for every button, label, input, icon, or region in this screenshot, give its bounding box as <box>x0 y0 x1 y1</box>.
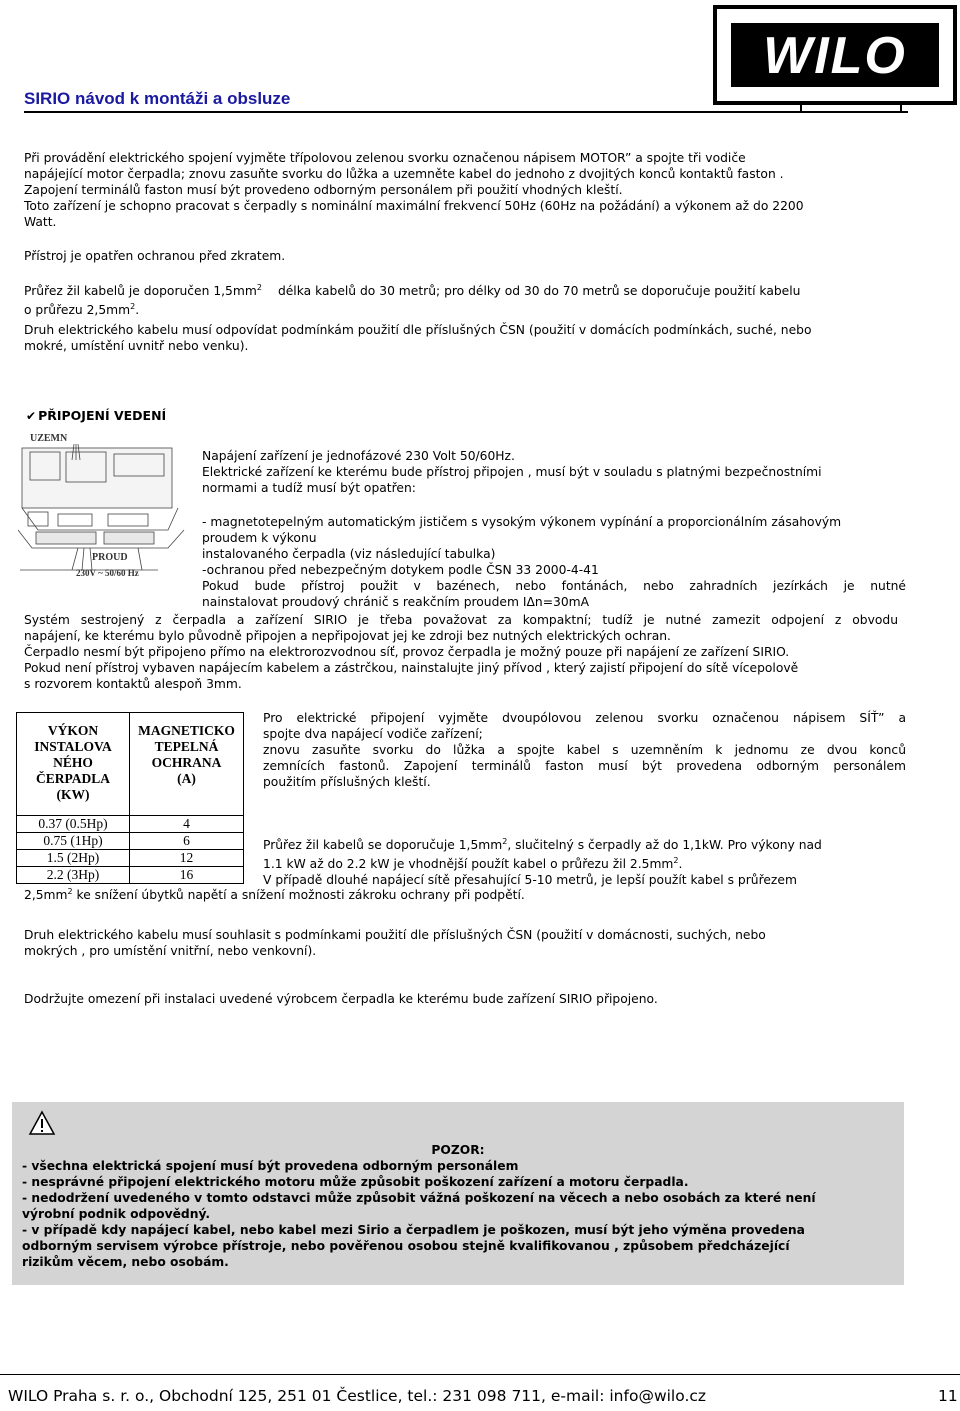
superscript: 2 <box>673 856 679 866</box>
table-cell: 4 <box>130 816 244 833</box>
text-run: Průřez žil kabelů je doporučen 1,5mm <box>24 284 257 299</box>
table-row <box>17 833 244 850</box>
protection-table <box>16 712 244 884</box>
text-line: nainstalovat proudový chránič s reakčním proudem IΔn=30mA <box>202 595 590 609</box>
cable-section-paragraph <box>263 834 906 888</box>
text-run: . <box>678 857 683 872</box>
text-line: Čerpadlo nesmí být připojeno přímo na elektrorozvodnou síť, provoz čerpadla je možný pouze při napájení ze zařízení SIRIO. <box>24 645 790 659</box>
text-line <box>24 280 910 299</box>
table-cell: 2.2 (3Hp) <box>17 867 130 884</box>
limits-paragraph: Dodržujte omezení při instalaci uvedené výrobcem čerpadla ke kterému bude zařízení SIRIO připojeno. <box>24 992 658 1006</box>
footer-divider <box>0 1374 960 1375</box>
supply-requirements <box>202 448 906 496</box>
warning-line: rizikům věcem, nebo osobám. <box>22 1255 229 1269</box>
text-line: normami a tudíž musí být opatřen: <box>202 481 416 495</box>
text-line: Zapojení terminálů faston musí být provedeno odborným personálem při použití vhodných kleští. <box>24 183 623 197</box>
checkmark-icon: ✔ <box>26 409 37 423</box>
table-cell: 1.5 (2Hp) <box>17 850 130 867</box>
intro-paragraph-2 <box>24 198 910 230</box>
warning-line: - nesprávné připojení elektrického motoru může způsobit poškození zařízení a motoru čerpadla. <box>22 1175 689 1189</box>
table-cell: 6 <box>130 833 244 850</box>
table-cell: 0.37 (0.5Hp) <box>17 816 130 833</box>
section-heading <box>26 408 166 424</box>
text-line: napájející motor čerpadla; znovu zasuňte svorku do lůžka a uzemněte kabel do jednoho z dvojitých konců kontaktů faston . <box>24 167 784 181</box>
logo-tick-right <box>900 103 902 113</box>
superscript: 2 <box>502 837 508 846</box>
footer-company: WILO Praha s. r. o., Obchodní 125, 251 01 Čestlice, tel.: 231 098 711, e-mail: info@wilo.cz <box>8 1387 707 1405</box>
cable-type-paragraph <box>24 927 910 959</box>
text-line: znovu zasuňte svorku do lůžka a spojte kabel s uzemněním k jednomu ze dvou konců <box>263 743 906 757</box>
text-line: Pokud není přístroj vybaven napájecím kabelem a zástrčkou, nainstalujte jiný přívod , který zajistí připojení do sítě vícepolově <box>24 661 799 675</box>
text-line: - magnetotepelným automatickým jističem s vysokým výkonem vypínání a proporcionálním zásahovým <box>202 515 842 529</box>
table-row <box>17 850 244 867</box>
wilo-logo <box>713 5 957 105</box>
warning-line: odborným servisem výrobce přístroje, nebo pověřenou osobou stejně kvalifikovanou , způsobem předcházející <box>22 1239 790 1253</box>
text-line: V případě dlouhé napájecí sítě přesahující 5-10 metrů, je lepší použít kabel s průřezem <box>263 873 797 888</box>
intro-paragraph-4 <box>24 280 910 318</box>
warning-box <box>12 1102 904 1285</box>
document-title: SIRIO návod k montáži a obsluze <box>24 89 291 108</box>
logo-background <box>731 23 939 87</box>
superscript: 2 <box>67 887 73 896</box>
intro-paragraph-1 <box>24 150 910 198</box>
text-line: Pokud bude přístroj použit v bazénech, nebo fontánách, nebo zahradních jezírkách je nutné <box>202 579 906 593</box>
table-cell: 0.75 (1Hp) <box>17 833 130 850</box>
text-line: zemnících fastonů. Zapojení terminálů faston musí být provedena odborným personálem <box>263 759 906 773</box>
logo-tick-left <box>800 103 802 113</box>
warning-line: - v případě kdy napájecí kabel, nebo kabel mezi Sirio a čerpadlem je poškozen, musí být jeho výměna provedena <box>22 1223 805 1237</box>
text-run: délka kabelů do 30 metrů; pro délky od 30 do 70 metrů se doporučuje použití kabelu <box>277 284 801 299</box>
logo-text: WILO <box>763 27 907 85</box>
table-row <box>17 816 244 833</box>
text-line: Systém sestrojený z čerpadla a zařízení SIRIO je třeba považovat za kompaktní; tudíž je nutné zamezit odpojení z obvodu <box>24 613 898 627</box>
drawing-label-current: PROUD <box>92 552 128 563</box>
text-line: Watt. <box>24 215 57 229</box>
text-line: proudem k výkonu <box>202 531 317 545</box>
text-run: o průřezu 2,5mm <box>24 303 131 318</box>
system-paragraph <box>24 612 898 692</box>
text-line: mokrých , pro umístění vnitřní, nebo venkovní). <box>24 944 317 958</box>
text-line: Pro elektrické připojení vyjměte dvoupólovou zelenou svorku označenou nápisem SÍŤ” a <box>263 711 906 725</box>
header-divider <box>24 111 908 113</box>
drawing-label-voltage: 230V ~ 50/60 Hz <box>76 568 139 578</box>
section-heading-text: PŘIPOJENÍ VEDENÍ <box>38 408 167 423</box>
warning-line: - všechna elektrická spojení musí být provedena odborným personálem <box>22 1159 519 1173</box>
text-line <box>263 834 906 853</box>
text-line: instalovaného čerpadla (viz následující tabulka) <box>202 547 496 561</box>
text-line: napájení, ke kterému bylo původně připojen a nepřipojovat jej ke zdroji bez nutných elektrických ochran. <box>24 629 671 643</box>
warning-line: výrobní podnik odpovědný. <box>22 1207 211 1221</box>
mains-connection-paragraph <box>263 710 906 790</box>
text-line: Elektrické zařízení ke kterému bude přístroj připojen , musí být v souladu s platnými bezpečnostními <box>202 465 822 479</box>
warning-list <box>22 1158 890 1270</box>
text-line: spojte dva napájecí vodiče zařízení; <box>263 727 483 741</box>
text-run: Průřez žil kabelů se doporučuje 1,5mm <box>263 838 503 853</box>
intro-paragraph-5 <box>24 322 910 354</box>
wiring-drawing <box>18 430 186 580</box>
superscript: 2 <box>130 302 136 312</box>
table-row <box>17 867 244 884</box>
text-line: Při provádění elektrického spojení vyjměte třípolovou zelenou svorku označenou nápisem MOTOR” a spojte tři vodiče <box>24 151 746 165</box>
text-line: Toto zařízení je schopno pracovat s čerpadly s nominální maximální frekvencí 50Hz (60Hz na požádání) a výkonem až do 2200 <box>24 199 804 213</box>
text-run: 1.1 kW až do 2.2 kW je vhodnější použít kabel o průřezu žil 2.5mm <box>263 857 674 872</box>
page-number: 11 <box>938 1387 958 1405</box>
text-line: mokré, umístění uvnitř nebo venku). <box>24 339 249 353</box>
protection-list <box>202 514 906 610</box>
superscript: 2 <box>256 283 262 292</box>
warning-title: POZOR: <box>431 1143 485 1157</box>
text-line: -ochranou před nebezpečným dotykem podle ČSN 33 2000-4-41 <box>202 563 599 577</box>
text-line: použitím příslušných kleští. <box>263 775 431 789</box>
text-run: 2,5mm <box>24 888 68 903</box>
text-run: ke snížení úbytků napětí a snížení možnosti zákroku ochrany při podpětí. <box>72 888 525 903</box>
text-run: , slučitelný s čerpadly až do 1,1kW. Pro výkony nad <box>507 838 822 853</box>
table-cell: 16 <box>130 867 244 884</box>
text-line: Druh elektrického kabelu musí souhlasit s podmínkami použití dle příslušných ČSN (použití v domácnosti, suchých, nebo <box>24 928 766 942</box>
text-run: . <box>135 303 140 318</box>
intro-paragraph-3: Přístroj je opatřen ochranou před zkratem. <box>24 249 286 263</box>
text-line: Druh elektrického kabelu musí odpovídat podmínkám použití dle příslušných ČSN (použití v domácích podmínkách, suché, nebo <box>24 323 812 337</box>
table-cell: 12 <box>130 850 244 867</box>
table-header-row <box>17 713 244 816</box>
warning-triangle-icon <box>28 1110 56 1136</box>
column-header-power: VÝKON INSTALOVA NÉHO ČERPADLA (KW) <box>17 713 130 816</box>
text-line <box>24 299 910 318</box>
text-line <box>263 853 906 872</box>
text-line: s rozvorem kontaktů alespoň 3mm. <box>24 677 242 691</box>
text-line: Napájení zařízení je jednofázové 230 Volt 50/60Hz. <box>202 449 515 463</box>
column-header-protection: MAGNETICKO TEPELNÁ OCHRANA (A) <box>130 713 244 816</box>
warning-line: - nedodržení uvedeného v tomto odstavci může způsobit vážná poškození na věcech a nebo osobách za které není <box>22 1191 816 1205</box>
cable-section-continuation <box>24 884 910 903</box>
drawing-label-earth: UZEMN <box>30 433 68 444</box>
